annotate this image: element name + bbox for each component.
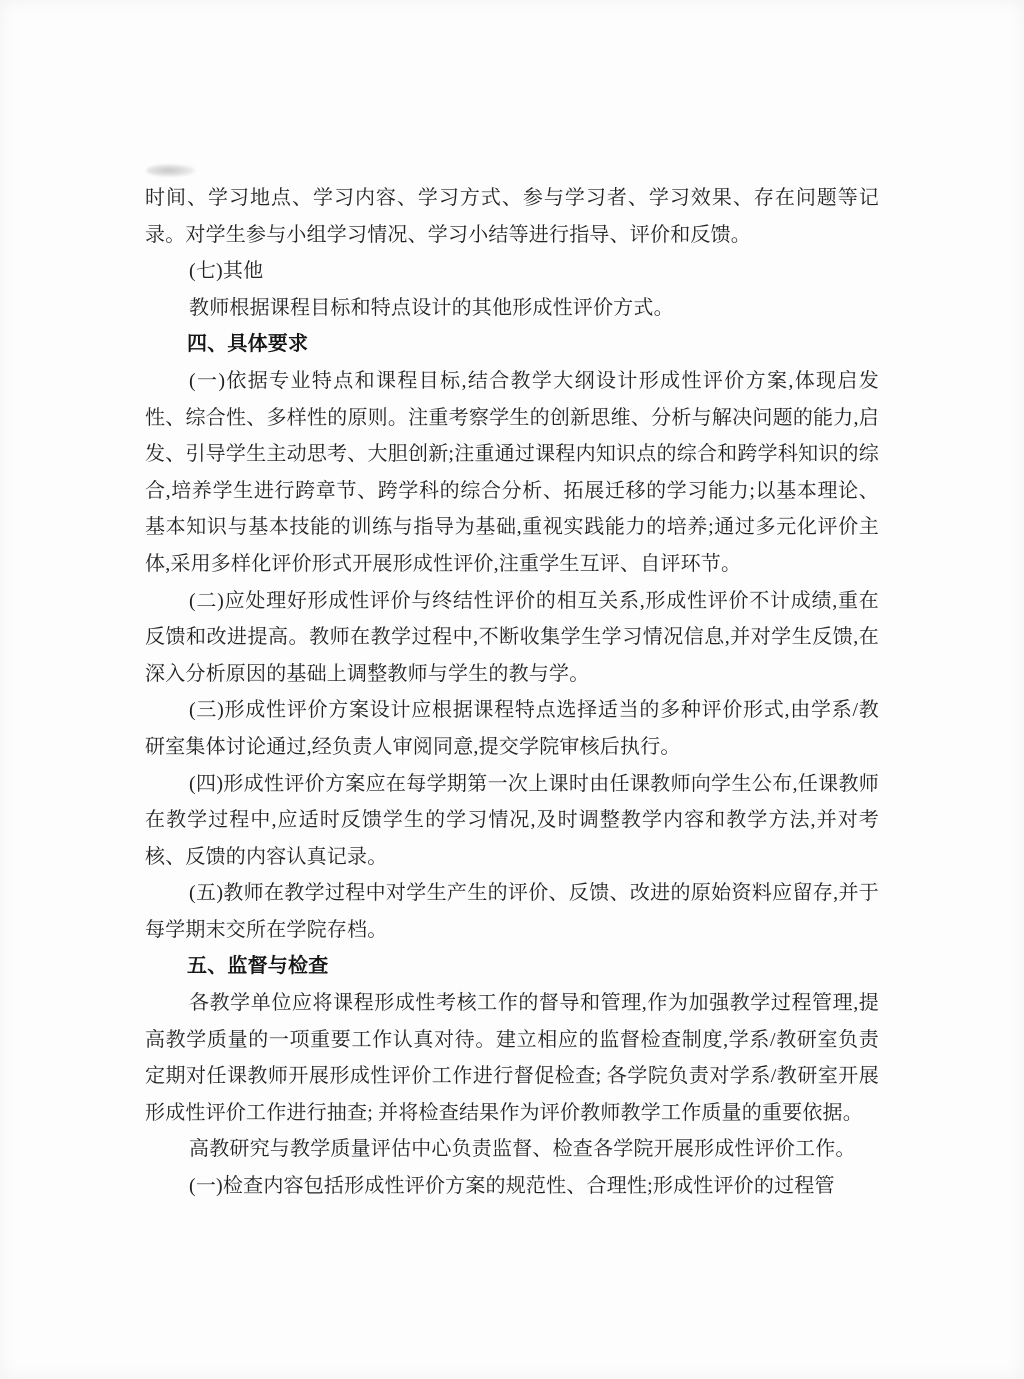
paragraph: (一)检查内容包括形成性评价方案的规范性、合理性;形成性评价的过程管 xyxy=(189,1175,835,1198)
paragraph: (三)形成性评价方案设计应根据课程特点选择适当的多种评价形式,由学系/教研室集体讨论通过,经负责人审阅同意,提交学院审核后执行。 xyxy=(145,699,879,758)
document-text-block xyxy=(145,180,879,1205)
paragraph: (七)其他 xyxy=(189,260,264,283)
paragraph: (四)形成性评价方案应在每学期第一次上课时由任课教师向学生公布,任课教师在教学过程中,应适时反馈学生的学习情况,及时调整教学内容和教学方法,并对考核、反馈的内容认真记录。 xyxy=(145,772,879,868)
paragraph: (二)应处理好形成性评价与终结性评价的相互关系,形成性评价不计成绩,重在反馈和改进提高。教师在教学过程中,不断收集学生学习情况信息,并对学生反馈,在深入分析原因的基础上调整教师与学生的教与学。 xyxy=(145,589,879,685)
scan-smudge-mark xyxy=(146,164,196,177)
section-heading-4: 四、具体要求 xyxy=(187,333,309,356)
paragraph: (五)教师在教学过程中对学生产生的评价、反馈、改进的原始资料应留存,并于每学期末交所在学院存档。 xyxy=(145,882,879,941)
section-heading-5: 五、监督与检查 xyxy=(187,955,329,978)
paragraph: 各教学单位应将课程形成性考核工作的督导和管理,作为加强教学过程管理,提高教学质量的一项重要工作认真对待。建立相应的监督检查制度,学系/教研室负责定期对任课教师开展形成性评价工作进行督促检查; 各学院负责对学系/教研室开展形成性评价工作进行抽查; 并将检查结果作为评价教师教学工作质量的重要依据。 xyxy=(145,992,879,1124)
paragraph: 高教研究与教学质量评估中心负责监督、检查各学院开展形成性评价工作。 xyxy=(189,1138,856,1161)
paragraph: 教师根据课程目标和特点设计的其他形成性评价方式。 xyxy=(189,296,674,319)
paragraph: 时间、学习地点、学习内容、学习方式、参与学习者、学习效果、存在问题等记录。对学生参与小组学习情况、学习小结等进行指导、评价和反馈。 xyxy=(145,187,879,246)
paragraph: (一)依据专业特点和课程目标,结合教学大纲设计形成性评价方案,体现启发性、综合性、多样性的原则。注重考察学生的创新思维、分析与解决问题的能力,启发、引导学生主动思考、大胆创新;注重通过课程内知识点的综合和跨学科知识的综合,培养学生进行跨章节、跨学科的综合分析、拓展迁移的学习能力;以基本理论、基本知识与基本技能的训练与指导为基础,重视实践能力的培养;通过多元化评价主体,采用多样化评价形式开展形成性评价,注重学生互评、自评环节。 xyxy=(145,369,879,575)
